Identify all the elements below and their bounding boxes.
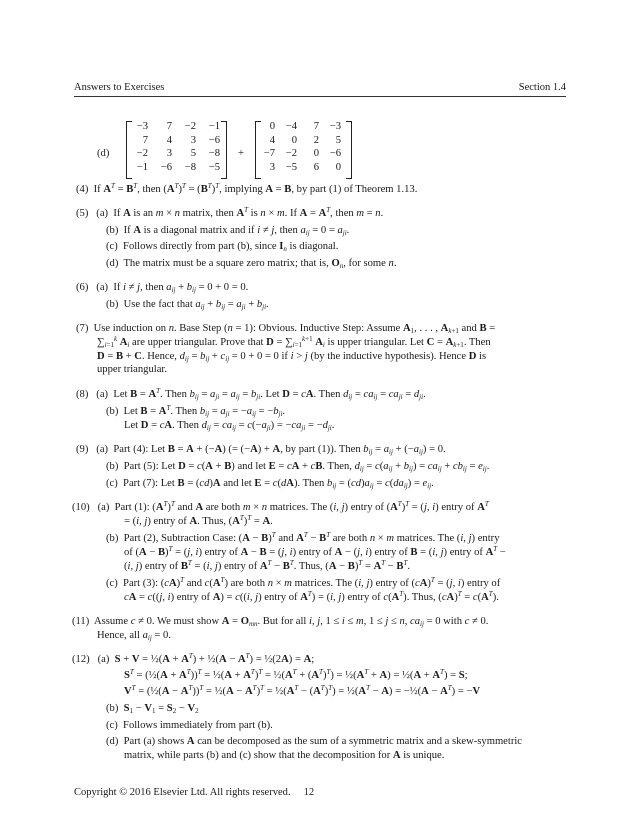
matrixB-entry: 6 <box>313 161 319 173</box>
exercise-5c: (c) Follows directly from part (b), since $I_n$ is diagonal. <box>106 241 339 253</box>
header-right: Section 1.4 <box>518 82 566 93</box>
matrixB-entry: −5 <box>285 161 297 173</box>
part-d-label: (d) <box>97 148 110 159</box>
matrix-b-right-bracket <box>346 121 352 179</box>
matrixA-entry: −6 <box>160 161 172 173</box>
exercise-7-line4: upper triangular. <box>97 364 168 375</box>
matrixA-entry: 3 <box>166 148 172 159</box>
exercise-12c: (c) Follows immediately from part (b). <box>106 720 273 731</box>
matrixA-entry: 7 <box>166 121 172 132</box>
exercise-6b: (b) Use the fact that $a_{ij} + b_{ij} = a_{ji} + b_{ji}$. <box>106 299 269 311</box>
exercise-10b-line3: (i, j) entry of $B^T = (i$, j) entry of $A^T - B^T$. Thus, $(A - B)^T = A^T - B^T$. <box>124 559 411 572</box>
matrixA-entry: −2 <box>136 148 148 159</box>
exercise-6a: (6) (a) If i ≠ j, then $a_{ij} + b_{ij} = 0 + 0 = 0$. <box>76 282 249 294</box>
matrixA-entry: 7 <box>142 134 148 146</box>
exercise-8b-line2: Let D = cA. Then $d_{ij} = ca_{ij} = c(-a_{ji}) = -ca_{ji} = -d_{ji}$. <box>124 420 335 432</box>
matrixB-entry: 7 <box>313 121 319 132</box>
exercise-7-line3: D = B + C. Hence, $d_{ij} = b_{ij} + c_{ij} = 0 + 0 = 0$ if i > j (by the inductive hypothesis). Hence D is <box>97 351 487 363</box>
exercise-9a: (9) (a) Part (4): Let B = A + (−A) (= (−A) + A, by part (1)). Then $b_{ij} = a_{ij} + (-a_{ij}) = 0$. <box>76 444 446 456</box>
matrixA-entry: −5 <box>208 161 220 173</box>
matrixA-entry: −8 <box>184 161 196 173</box>
exercise-7-line2: $\sum_{i=1}^k$ $A_i$ are upper triangular. Prove that $D = \sum_{i=1}^{k+1}$ $A_i$ is upper triangular. Let $C = A_{k+1}$. Then <box>97 335 491 349</box>
plus-sign: + <box>238 148 244 159</box>
exercise-9b: (b) Part (5): Let D = c(A + B) and let E = cA + cB. Then, $d_{ij} = c(a_{ij} + b_{ij}) = ca_{ij} + cb_{ij} = e_{ij}$. <box>106 461 490 473</box>
exercise-10a-line2: = (i, j) entry of A. Thus, $(A^T)^T = A$. <box>124 514 273 527</box>
page-footer <box>74 787 314 798</box>
matrixA-entry: 4 <box>166 134 172 146</box>
matrix-a-right-bracket <box>221 121 227 179</box>
matrixB-entry: 0 <box>269 121 275 132</box>
exercise-10c-line1: (c) Part (3): (cA)$^T$ and $c(A^T)$ are both n × m matrices. The (i, j) entry of (cA)$^T$ = (j, i) entry of <box>106 576 501 589</box>
matrixA-entry: −1 <box>208 121 220 132</box>
matrixB-entry: 5 <box>335 134 341 146</box>
exercise-8b-line1: (b) Let $B = A^T$. Then $b_{ij} = a_{ji} = -a_{ij} = -b_{ji}$. <box>106 404 286 418</box>
matrixB-entry: −4 <box>285 121 297 132</box>
exercise-10c-line2: cA = c((j, i) entry of A) = c((i, j) entry of $A^T) = (i$, j) entry of $c(A^T)$. Thus, $(cA)^T = c(A^T)$. <box>124 590 499 603</box>
matrixA-entry: 5 <box>190 148 196 159</box>
exercise-7-line1: (7) Use induction on n. Base Step (n = 1): Obvious. Inductive Step: Assume $A_1$, . . . , $A_{k+1}$ and B = <box>76 323 496 335</box>
exercise-12a-line1: (12) (a) S + V = ½(A + $A^T$) + ½(A − $A^T$) = ½(2A) = A; <box>72 652 315 665</box>
page-number: 12 <box>303 787 315 798</box>
matrixB-entry: −6 <box>329 148 341 159</box>
matrixB-entry: −7 <box>263 148 275 159</box>
header-left: Answers to Exercises <box>74 82 165 93</box>
exercise-12d-line2: matrix, while parts (b) and (c) show that the decomposition for A is unique. <box>124 750 445 761</box>
exercise-5d: (d) The matrix must be a square zero matrix; that is, $O_n$, for some n. <box>106 258 397 270</box>
exercise-11-line1: (11) Assume c ≠ 0. We must show $A = O_{mn}$. But for all i, j, 1 ≤ i ≤ m, 1 ≤ j ≤ n, $ca_{ij} = 0$ with c ≠ 0. <box>72 616 489 628</box>
exercise-9c: (c) Part (7): Let B = (cd)A and let E = c(dA). Then $b_{ij} = (cd)a_{ij} = c(da_{ij}) = e_{ij}$. <box>106 478 434 490</box>
matrixA-entry: −1 <box>136 161 148 173</box>
exercise-10b-line2: of $(A - B)^T = (j$, i) entry of A − B = (j, i) entry of A − (j, i) entry of B = (i, j) entry of $A^T$ − <box>124 545 506 558</box>
matrixB-entry: 4 <box>269 134 275 146</box>
exercise-8a: (8) (a) Let $B = A^T$. Then $b_{ij} = a_{ji} = a_{ij} = b_{ji}$. Let D = cA. Then $d_{ij} = ca_{ij} = ca_{ji} = d_{ji}$. <box>76 387 426 401</box>
matrixA-entry: 3 <box>190 134 196 146</box>
exercise-4: (4) If $A^T = B^T$, then $(A^T)^T = (B^T)^T$, implying A = B, by part (1) of Theorem 1.13. <box>76 182 418 195</box>
matrixB-entry: 3 <box>269 161 275 173</box>
exercise-11-line2: Hence, all $a_{ij} = 0$. <box>97 630 171 642</box>
exercise-5b: (b) If A is a diagonal matrix and if i ≠ j, then $a_{ij} = 0 = a_{ji}$. <box>106 225 350 237</box>
matrixA-entry: −2 <box>184 121 196 132</box>
exercise-12b: (b) $S_1 - V_1 = S_2 - V_2$ <box>106 703 199 715</box>
exercise-12a-line2: $S^T$ = (½(A + $A^T))^T$ = ½(A + $A^T)^T$ = $\frac{1}{2}(A^T + (A^T)^T)$ = $\frac{1}{2}(A^T + A)$ = ½(A + $A^T) = S$; <box>124 668 468 681</box>
header-rule <box>74 96 566 97</box>
matrixB-entry: 0 <box>291 134 297 146</box>
matrixA-entry: −8 <box>208 148 220 159</box>
matrixB-entry: −2 <box>285 148 297 159</box>
exercise-10a-line1: (10) (a) Part (1): $(A^T)^T$ and A are both m × n matrices. The (i, j) entry of $(A^T)^T = (j$, i) entry of $A^T$ <box>72 500 489 513</box>
matrixA-entry: −3 <box>136 121 148 132</box>
exercise-12d-line1: (d) Part (a) shows A can be decomposed as the sum of a symmetric matrix and a skew-symmetric <box>106 736 523 747</box>
matrixB-entry: −3 <box>329 121 341 132</box>
matrixA-entry: −6 <box>208 134 220 146</box>
exercise-12a-line3: $V^T$ = (½(A − $A^T))^T$ = ½(A − $A^T)^T$ = $\frac{1}{2}(A^T - (A^T)^T)$ = $\frac{1}{2}(A^T - A)$ = −½(A − $A^T) = -V$ <box>124 684 481 697</box>
copyright-text: Copyright © 2016 Elsevier Ltd. All rights reserved. <box>74 787 291 798</box>
matrixB-entry: 2 <box>313 134 319 146</box>
matrixB-entry: 0 <box>335 161 341 173</box>
matrixB-entry: 0 <box>313 148 319 159</box>
exercise-5a: (5) (a) If A is an m × n matrix, then $A^T$ is n × m. If $A = A^T$, then m = n. <box>76 206 384 219</box>
exercise-10b-line1: (b) Part (2), Subtraction Case: $(A - B)^T$ and $A^T - B^T$ are both n × m matrices. The (i, j) entry <box>106 531 500 544</box>
